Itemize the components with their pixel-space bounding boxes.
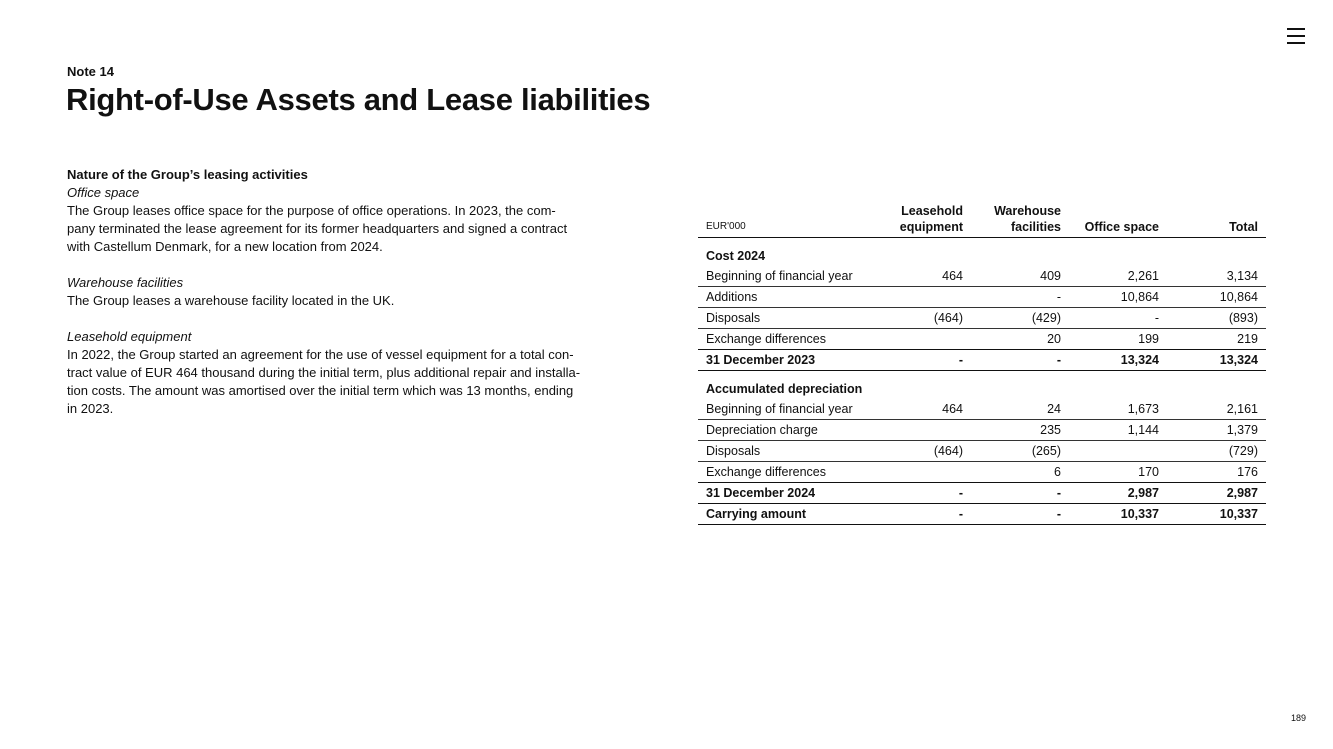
table-row: Exchange differences 6 170 176 <box>698 462 1266 483</box>
page-number: 189 <box>1290 713 1306 723</box>
leasehold-text-line: in 2023. <box>67 401 114 416</box>
note-label: Note 14 <box>67 64 114 79</box>
carrying-amount-row: Carrying amount - - 10,337 10,337 <box>698 504 1266 525</box>
leasehold-text-line: In 2022, the Group started an agreement for the use of vessel equipment for a total con- <box>67 347 574 362</box>
table-row: Disposals (464) (265) (729) <box>698 441 1266 462</box>
leasehold-subheading: Leasehold equipment <box>67 329 192 344</box>
leasehold-text-line: tract value of EUR 464 thousand during the initial term, plus additional repair and installa- <box>67 365 581 380</box>
leasehold-text-line: tion costs. The amount was amortised over the initial term which was 13 months, ending <box>67 383 574 398</box>
leasing-activities-text <box>67 166 637 418</box>
table-row: Depreciation charge 235 1,144 1,379 <box>698 420 1266 441</box>
depreciation-section-row <box>698 371 1266 400</box>
total-header: Total <box>1167 203 1266 238</box>
menu-bar <box>1287 42 1305 44</box>
page-title: Right-of-Use Assets and Lease liabilities <box>66 82 651 117</box>
menu-bar <box>1287 28 1305 30</box>
cost-total-row: 31 December 2023 - - 13,324 13,324 <box>698 350 1266 371</box>
office-space-subheading: Office space <box>67 185 140 200</box>
hamburger-menu-icon[interactable] <box>1287 27 1305 45</box>
table-row: Exchange differences 20 199 219 <box>698 329 1266 350</box>
leasehold-equipment-header: Leasehold equipment <box>880 203 971 238</box>
cost-section-row <box>698 238 1266 267</box>
table-row: Beginning of financial year 464 409 2,261 3,134 <box>698 266 1266 287</box>
menu-bar <box>1287 35 1305 37</box>
table-row: Additions - 10,864 10,864 <box>698 287 1266 308</box>
depreciation-total-row: 31 December 2024 - - 2,987 2,987 <box>698 483 1266 504</box>
section-title: Accumulated depreciation <box>706 381 863 396</box>
office-text-line: with Castellum Denmark, for a new location from 2024. <box>67 239 383 254</box>
unit-header: EUR'000 <box>698 203 880 238</box>
office-text-line: The Group leases office space for the purpose of office operations. In 2023, the com- <box>67 203 556 218</box>
table-row: Disposals (464) (429) - (893) <box>698 308 1266 329</box>
section-heading: Nature of the Group’s leasing activities <box>67 167 308 182</box>
right-of-use-table <box>698 203 1266 525</box>
office-text-line: pany terminated the lease agreement for its former headquarters and signed a contract <box>67 221 568 236</box>
warehouse-text-line: The Group leases a warehouse facility located in the UK. <box>67 293 395 308</box>
table-header-row <box>698 203 1266 238</box>
warehouse-facilities-header: Warehouse facilities <box>971 203 1069 238</box>
warehouse-subheading: Warehouse facilities <box>67 275 184 290</box>
office-space-header: Office space <box>1069 203 1167 238</box>
section-title: Cost 2024 <box>706 248 766 263</box>
table-row: Beginning of financial year 464 24 1,673 2,161 <box>698 399 1266 420</box>
